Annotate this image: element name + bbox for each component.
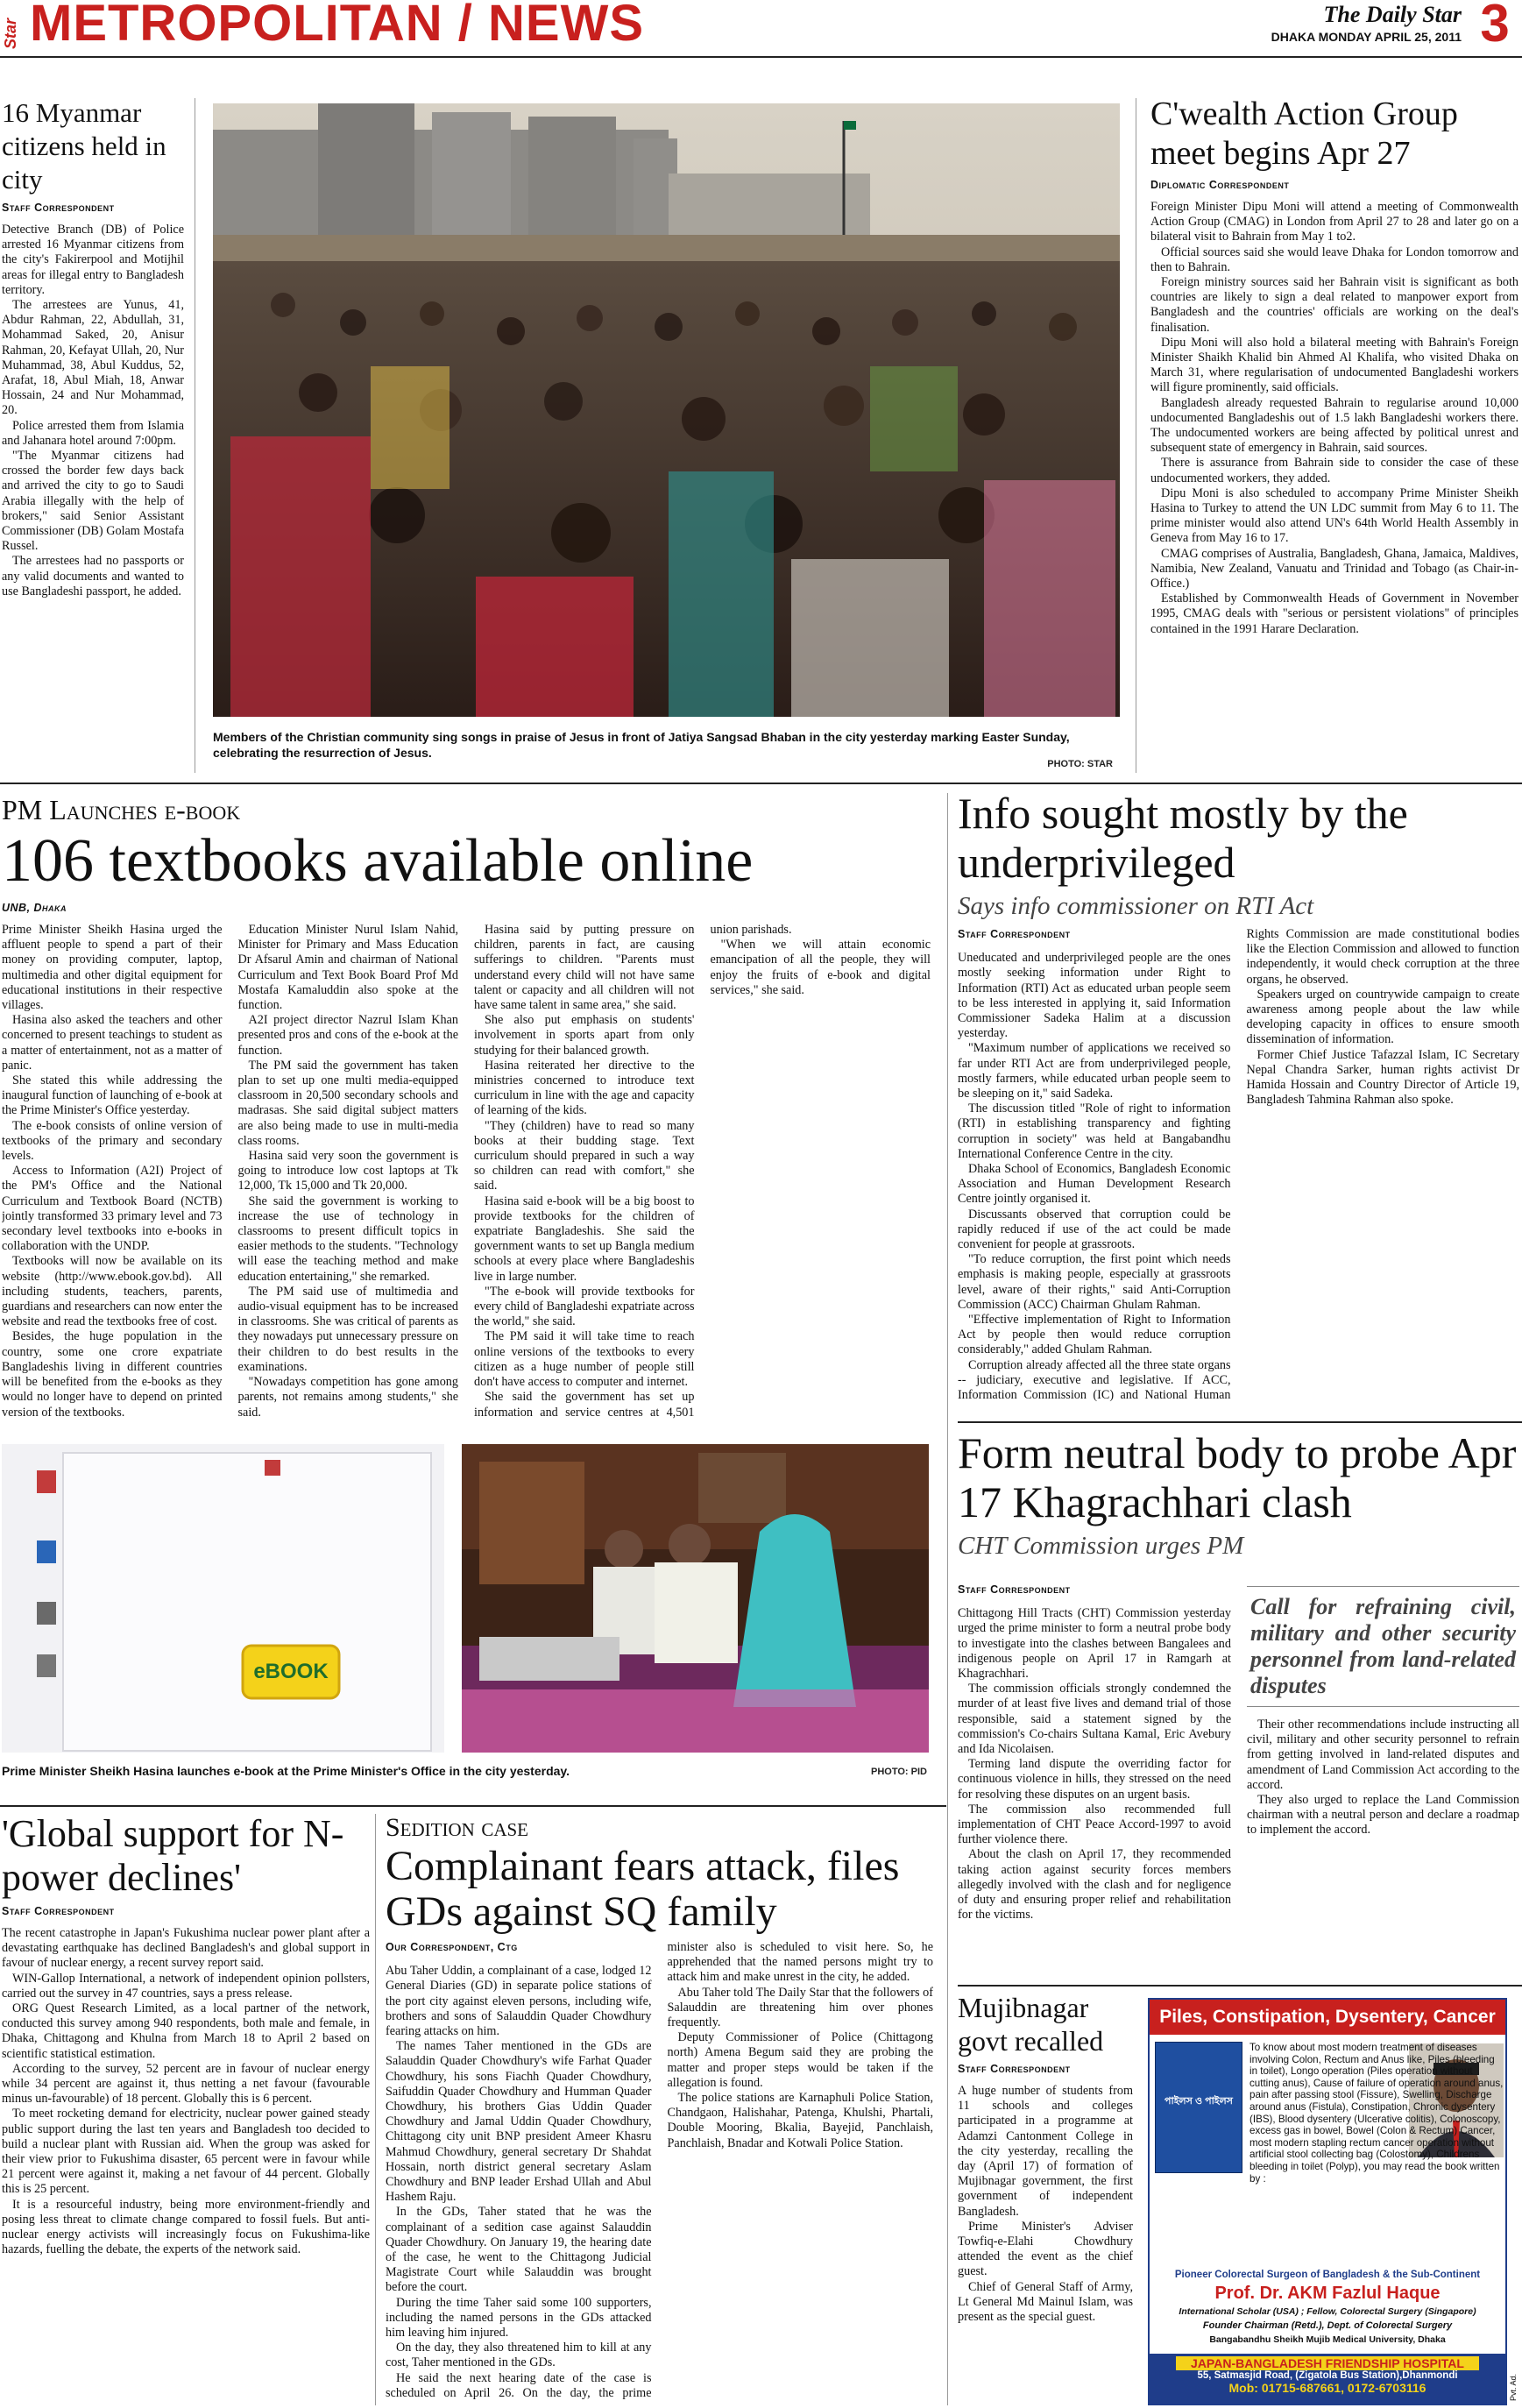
paragraph: Foreign ministry sources said her Bahrain visit is significant as both countries are likely to sign a deal related to manpower export from Bangladesh and the countries' officials are working on the deal's finalisation. [1150,275,1518,335]
story-body [1150,200,1518,637]
story-body [958,927,1519,1418]
photo-credit: PHOTO: STAR [1047,759,1113,769]
paragraph: She also put emphasis on students' involvement in sports apart from only studying for their balanced growth. [474,1013,695,1058]
caption-text: Prime Minister Sheikh Hasina launches e-book at the Prime Minister's Office in the city yesterday. [2,1764,570,1778]
paragraph: Hasina said by putting pressure on children, parents in fact, are causing sufferings to children. "Parents must understand every child will not have same talent or capacity and all children will not have same talent in same area," she said. [474,923,695,1013]
paragraph: The names Taher mentioned in the GDs are Salauddin Quader Chowdhury's wife Farhat Quader Chowdhury, his sons Fiachh Quader Chowdhury, Saifuddin Quader Chowdhury and Humman Quader Chowdhury, his brothers Gias Uddin Quader Chowdhury and Jamal Uddin Quader Chowdhury, Chittagong city unit BNP president Ameer Khasru Mahmud Chowdhury, general secretary Dr Shahdat Hossain, north district general secretary Aslam Chowdhury and BNP leader Ershad Ullah and Abul Hashem Raju. [386,2039,652,2205]
section-rule [958,1985,1522,1987]
headline: 'Global support for N-power declines' [2,1812,344,1899]
paragraph: Chittagong Hill Tracts (CHT) Commission yesterday urged the prime minister to form a neutral probe body to investigate into the clashes between Bangalees and indigenous people on April 17 in Ramgarh at Khagrachhari. [958,1606,1231,1682]
top-photo-caption [213,729,1120,773]
story-myanmar [2,96,184,780]
paragraph: The discussion titled "Role of right to information (RTI) in establishing transparency and fighting corruption in society" was held at Bangabandhu International Conference Centre in the city. [958,1101,1231,1161]
paragraph: "Maximum number of applications we received so far under RTI Act are from underprivileged people, mostly farmers, while educated urban people seem to be sleeping on it," said Sadeka. [958,1041,1231,1101]
paragraph: The PM said use of multimedia and audio-visual equipment has to be increased in classrooms. She was critical of parents as they nowadays put unnecessary pressure on their children to do best results in the examinations. [237,1284,458,1374]
byline: Staff Correspondent [2,1905,115,1917]
paragraph: The police stations are Karnaphuli Police Station, Chandgaon, Halishahar, Patenga, Khulshi, Phartali, Double Mooring, Bkalia, Bayejid, Panchlaish, Panchlaish, Bnadar and Kotwali Police Station. [667,2091,933,2150]
paragraph: Bangladesh already requested Bahrain to regularise around 10,000 undocumented Bangladeshis out of 1.5 lakh Bangladeshi workers there. The undocumented workers are being affected by political unrest and subsequent state of emergency in Bahrain, said sources. [1150,395,1518,456]
page-number: 3 [1480,0,1510,53]
paragraph: On the day, they also threatened him to kill at any cost, Taher mentioned in the GDs. [386,2341,652,2370]
story-mujibnagar [958,1991,1133,2408]
masthead [0,0,1522,54]
paragraph: Former Chief Justice Tafazzal Islam, IC Secretary Nepal Chandra Sarker, human rights activist Dr Hamida Hossain and Country Director of Article 19, Bangladesh Tahmina Rahman also spoke. [1246,1047,1519,1108]
paragraph: Access to Information (A2I) Project of the PM's Office and the National Curriculum and Textbook Board (NCTB) jointly transformed 33 primary level and 73 secondary level textbooks into e-books in collaboration with the UNDP. [2,1164,223,1254]
paragraph: Textbooks will now be available on its website (http://www.ebook.gov.bd). All including students, teachers, parents, guardians and researchers can now enter the website and read the textbooks free of cost. [2,1254,223,1329]
headline: 106 textbooks available online [2,827,754,895]
paragraph: She said the government is working to increase the use of technology in classrooms to present difficult topics in easier methods to the students. "Technology will ease the teaching method and make education entertaining," she remarked. [237,1193,458,1284]
paragraph: To meet rocketing demand for electricity, nuclear power gained steady public support during the last ten years and Bangladesh too decided to build a nuclear plant with Russian aid. When the group was asked for their view prior to Fukushima disaster, 65 percent were in favour while 21 percent were against it, making a net favour of 44 percent. Globally this is 25 percent. [2,2107,370,2197]
top-photo [213,103,1120,717]
paragraph: "When we will attain economic emancipation of all the people, they will enjoy the fruits of e-book and digital services," she said. [710,938,931,997]
paragraph: Their other recommendations include instructing all civil, military and other security personnel to refrain from getting involved in land-related disputes and amendment of Land Commission Act according to the accord. [1247,1717,1519,1792]
paragraph: Speakers urged on countrywide campaign to create awareness among people about the law while developing capacity in offices to ensure smooth dissemination of information. [1246,987,1519,1047]
story-ebook [2,793,931,1437]
byline: Staff Correspondent [958,2063,1071,2075]
ebook-photo-screen [2,1444,444,1753]
paragraph: The commission also recommended full implementation of CHT Peace Accord-1997 to avoid further violence there. [958,1802,1231,1847]
paragraph: Uneducated and underprivileged people are the ones mostly seeking information under Right to Information (RTI) Act as educated urban people seem to be less interested in applying it, said Information Commissioner Sadeka Halim at a discussion yesterday. [958,951,1231,1041]
section-rule [0,1805,946,1807]
paragraph: "The Myanmar citizens had crossed the border few days back and arrived the city to go to Saudi Arabia illegally with the help of brokers," said Senior Assistant Commissioner (DB) Golam Mostafa Russel. [2,449,184,554]
section-rule [0,783,1522,784]
paragraph: Hasina said e-book will be a big boost to provide textbooks for the children of expatriate Bangladeshis. She said the government wants to set up Bangla medium schools at every place where Bangladeshis live in large number. [474,1193,695,1284]
paragraph: She stated this while addressing the inaugural function of launching of e-book at the Prime Minister's Office yesterday. [2,1073,223,1118]
dateline: DHAKA MONDAY APRIL 25, 2011 [1271,30,1462,44]
advert-credential-2: Founder Chairman (Retd.), Dept. of Colorectal Surgery [1202,2320,1453,2331]
paragraph: He said the next hearing date of the case is scheduled on April 26. On the day, the prime minister also is scheduled to visit here. So, he apprehended that the named persons might try to attack him and make unrest in the city, he added. [386,1940,933,2400]
paragraph: About the clash on April 17, they recommended taking action against security forces members allegedly involved with the clash and for negligence of duty and ensuring proper relief and rehabilitation for the victims. [958,1847,1231,1923]
column-rule [947,793,948,2405]
byline: UNB, Dhaka [2,902,67,914]
paragraph: She said the government has set up information and service centres at 4,501 union parishads. [474,923,792,1420]
paragraph: The e-book consists of online version of textbooks of the primary and secondary levels. [2,1118,223,1164]
paragraph: "To reduce corruption, the first point which needs emphasis is making people, especially at grassroots level, aware of their rights," said Anti-Corruption Commission (ACC) Chairman Ghulam Rahman. [958,1252,1231,1312]
paragraph: Prime Minister Sheikh Hasina urged the affluent people to spend a part of their money on providing computer, laptop, multimedia and other digital equipment for educational institutions in their respective villages. [2,923,223,1013]
paragraph: Police arrested them from Islamia and Jahanara hotel around 7:00pm. [2,418,184,448]
paragraph: Hasina also asked the teachers and other concerned to present teachings to student as a matter of entertainment, not as a matter of panic. [2,1013,223,1073]
paragraph: Terming land dispute the overriding factor for continuous violence in hills, they stressed on the need for resolving these disputes on an urgent basis. [958,1757,1231,1802]
paragraph: They also urged to replace the Land Commission chairman with a neutral person and declare a roadmap to implement the accord. [1247,1793,1519,1838]
paragraph: Discussants observed that corruption could be rapidly reduced if use of the act could be made convenient for people at grassroots. [958,1207,1231,1252]
paragraph: Hasina reiterated her directive to the ministries concerned to introduce text curriculum in line with the age and capacity of learning of the kids. [474,1058,695,1118]
ebook-photo-pm [462,1444,929,1753]
paragraph: The recent catastrophe in Japan's Fukushima nuclear power plant after a devastating earthquake has declined Bangladesh's and global support in favour of nuclear energy, a recent survey report said. [2,1926,370,1971]
hospital-name: JAPAN-BANGLADESH FRIENDSHIP HOSPITAL [1176,2356,1479,2370]
advert-doctor: Prof. Dr. AKM Fazlul Haque [1214,2284,1441,2303]
logo-mark: Star [2,18,19,49]
headline: Mujibnagar govt recalled [958,1992,1104,2057]
paragraph: The commission officials strongly condemned the murder of at least five lives and demand trial of those responsible, said a statement signed by the commission's Co-chairs Sultana Kamal, Eric Avebury and Ida Nicolaisen. [958,1682,1231,1757]
paragraph: Chief of General Staff of Army, Lt General Md Mainul Islam, was present as the special guest. [958,2279,1133,2325]
headline: 16 Myanmar citizens held in city [2,97,166,195]
story-body [2,1926,370,2257]
paragraph: Detective Branch (DB) of Police arrested 16 Myanmar citizens from the city's Fakirerpool and Motijhil areas for illegal entry to Bangladesh territory. [2,223,184,297]
byline: Staff Correspondent [2,202,115,214]
advert-intro: To know about most modern treatment of diseases involving Colon, Rectum and Anus like, Piles (bleeding in toilet), Longo operation (Piles operation without cutting anus), Cause of failure of operation around anus, pain after passing stool (Fissure), Swelling, Discharge around anus (Fistula), Constipation, Chronic dysentery (IBS), Blood dysentery (Ulcerative colitis), Colonoscopy, excess gas in bowel, Bowel (Colon & Rectum) Cancer, most modern stapling rectum cancer operation without artificial stool collecting bag (Colostomy), Childrens bleeding in toilet (Polyp), you may read the book written by : [1249,2042,1504,2185]
paragraph: Hasina said very soon the government is going to introduce low cost laptops at Tk 12,000, Tk 15,000 and Tk 20,000. [237,1149,458,1193]
byline: Our Correspondent, Ctg [386,1941,518,1953]
paragraph: Established by Commonwealth Heads of Government in November 1995, CMAG deals with "serious or persistent violations" of principles contained in the 1991 Harare Declaration. [1150,591,1518,636]
headline: Complainant fears attack, files GDs against SQ family [386,1843,900,1935]
kicker: Sedition case [386,1813,529,1842]
advert-credential-1: International Scholar (USA) ; Fellow, Colorectal Surgery (Singapore) [1179,2306,1476,2317]
advert-box [1148,1998,1507,2405]
paragraph: Abu Taher told The Daily Star that the followers of Salauddin are threatening him over phones frequently. [667,1985,933,2030]
paragraph: It is a resourceful industry, being more environment-friendly and posing less threat to climate change compared to fossil fuels. But anti-nuclear energy activists will increasingly focus on Fukushima-like hazards, fuelling the debate, the experts of the network said. [2,2197,370,2257]
advert-credential-3: Bangabandhu Sheikh Mujib Medical University, Dhaka [1209,2334,1446,2345]
caption-text: Members of the Christian community sing songs in praise of Jesus in front of Jatiya Sangsad Bhaban in the city yesterday marking Easter Sunday, celebrating the resurrection of Jesus. [213,730,1070,760]
paper-name: The Daily Star [1323,2,1462,27]
subhead: CHT Commission urges PM [958,1532,1244,1560]
paragraph: During the time Taher said some 100 supporters, including the named persons in the GDs attacked him leaving him injured. [386,2295,652,2341]
column-rule [375,1814,376,2405]
paragraph: Dipu Moni is also scheduled to accompany Prime Minister Sheikh Hasina to Turkey to attend the UN LDC summit from May 6 to 11. The prime minister would also attend UN's 64th World Health Assembly in Geneva from May 16 to 17. [1150,485,1518,546]
paragraph: Besides, the huge population in the country, some one crore expatriate Bangladeshis living in different countries will be benefited from the e-books as they would no longer have to depend on printed version of the textbooks. [2,1329,223,1420]
paragraph: Dhaka School of Economics, Bangladesh Economic Association and Human Development Research Centre jointly organised it. [958,1162,1231,1207]
advert-title: Piles, Constipation, Dysentery, Cancer [1150,2000,1505,2035]
story-body [2,923,931,1431]
byline: Staff Correspondent [958,1583,1071,1596]
headline: Info sought mostly by the underprivileged [958,789,1408,887]
pullquote: Call for refraining civil, military and other security personnel from land-related disputes [1247,1586,1519,1707]
paragraph: "The e-book will provide textbooks for every child of Bangladeshi expatriate across the world," she said. [474,1284,695,1329]
hospital-address: 55, Satmasjid Road, (Zigatola Bus Station),Dhanmondi [1197,2370,1458,2381]
paragraph: ORG Quest Research Limited, as a local partner of the network, conducted this survey among 940 respondents, both male and female, in Dhaka, Chittagong and Khulna from March 18 to April 2 based on scientific statistical estimation. [2,2001,370,2061]
headline: Form neutral body to probe Apr 17 Khagrachhari clash [958,1428,1517,1526]
story-cwealth [1150,95,1518,778]
paragraph: Official sources said she would leave Dhaka for London tomorrow and then to Bahrain. [1150,244,1518,274]
paragraph: Abu Taher Uddin, a complainant of a case, lodged 12 General Diaries (GD) in separate police stations of the port city against eleven persons, including wife, brothers and sons of Salauddin Quader Chowdhury fearing attacks on him. [386,1964,652,2039]
paragraph: A huge number of students from 11 schools and colleges participated in a programme at Adamzi Cantonment College in the city yesterday, recalling the day (April 17) of formation of Mujibnagar government, the first government of independent Bangladesh. [958,2084,1133,2219]
advert-society: Pioneer Colorectal Surgeon of Bangladesh & the Sub-Continent [1174,2270,1481,2280]
byline: Diplomatic Correspondent [1150,179,1290,191]
paragraph: There is assurance from Bahrain side to consider the case of these undocumented workers, they added. [1150,456,1518,485]
story-body-right [1247,1583,1519,1980]
kicker: PM Launches e-book [2,794,241,825]
ebook-logo: eBOOK [253,1660,329,1683]
ebook-screen-illustration [2,1444,444,1753]
paragraph: In the GDs, Taher stated that he was the complainant of a sedition case against Salauddin Quader Chowdhury. On January 19, the hearing date of the case, he went to the Chittagong Judicial Magistrate Court while Salauddin was brought before the court. [386,2205,652,2295]
ebook-photo-caption [2,1763,929,1786]
byline: Staff Correspondent [958,928,1071,940]
pm-launch-photo [462,1444,929,1753]
paragraph: The arrestees are Yunus, 41, Abdur Rahman, 22, Abdullah, 31, Mohammad Saked, 20, Anisur Rahman, 20, Kefayat Ullah, 20, Nur Muhammad, 38, Abul Kuddus, 52, Arafat, 18, Abul Miah, 18, Anwar Hossain, 24 and Nur Mohammad, 20. [2,298,184,418]
paragraph: The PM said the government has taken plan to set up one multi media-equipped classroom in 20,500 secondary schools and madrasas. She said digital subject matters are also being made to use in multi-media class rooms. [237,1058,458,1148]
section-rule [958,1421,1522,1423]
paragraph: Education Minister Nurul Islam Nahid, Minister for Primary and Mass Education Dr Afsarul Amin and chairman of National Curriculum and Text Book Board Prof Md Mostafa Kamaluddin also spoke at the function. [237,923,458,1013]
paragraph: The PM said it will take time to reach online versions of the textbooks to every citizen as a huge number of people still don't have access to computer and internet. [474,1329,695,1390]
story-sedition [386,1812,933,2408]
paragraph: Prime Minister's Adviser Towfiq-e-Elahi Chowdhury attended the event as the chief guest. [958,2219,1133,2279]
story-body [958,2084,1133,2325]
story-body-left [958,1583,1231,1980]
advert-side-tag: Pvt. Ad. [1509,2373,1518,2401]
story-body [386,1940,933,2403]
story-npower [2,1812,370,2408]
story-cht [958,1428,1519,1980]
easter-crowd-photo [213,103,1120,717]
paragraph: According to the survey, 52 percent are in favour of nuclear energy while 34 percent are against it, thus netting a net favour (favourable minus un-favourable) of 18 percent. Globally this is 6 percent. [2,2061,370,2107]
paragraph: CMAG comprises of Australia, Bangladesh, Ghana, Jamaica, Maldives, Namibia, New Zealand, Vanuatu and Trinidad and Tobago (as Chair-in-Office.) [1150,546,1518,591]
paragraph: Foreign Minister Dipu Moni will attend a meeting of Commonwealth Action Group (CMAG) in London from April 27 to 28 and later go on a bilateral visit to Bahrain from May 1 to2. [1150,200,1518,244]
paragraph: A2I project director Nazrul Islam Khan presented pros and cons of the e-book at the function. [237,1013,458,1058]
paragraph: WIN-Gallop International, a network of independent opinion pollsters, carried out the survey in 47 countries, says a press release. [2,1971,370,2001]
paragraph: "Effective implementation of Right to Information Act by people then would reduce corruption considerably," added Ghulam Rahman. [958,1313,1231,1357]
paragraph: The arrestees had no passports or any valid documents and wanted to use Bangladeshi passport, he added. [2,554,184,598]
paragraph: Corruption already affected all the three state organs -- judiciary, executive and legislative. If ACC, Information Commission (IC) and National Human Rights Commission are made constitutional bodies like the Election Commission and allowed to function independently, it would check corruption at the three organs, he observed. [958,927,1519,1403]
subhead: Says info commissioner on RTI Act [958,892,1314,920]
paragraph: Dipu Moni will also hold a bilateral meeting with Bahrain's Foreign Minister Shaikh Khalid bin Ahmed Al Khalifa, who visited Dhaka on March 31, where regularisation of undocumented Bangladeshi workers will figure prominently, said officials. [1150,335,1518,395]
paragraph: "They (children) have to read so many books at their budding stage. Text curriculum should prepared in such a way so children can read with comfort," she said. [474,1118,695,1193]
paragraph: Deputy Commissioner of Police (Chittagong north) Amena Begum said they are probing the matter and proper steps would be taken if the allegation is found. [667,2030,933,2090]
hospital-mobile: Mob: 01715-687661, 0172-6703116 [1228,2381,1426,2395]
section-title: METROPOLITAN / NEWS [30,0,645,52]
story-info [958,789,1519,1420]
advert-hospital [1150,2354,1505,2404]
story-body [2,223,184,599]
masthead-rule [0,56,1522,58]
book-label: পাইলস ও পাইলস [1165,2096,1233,2107]
photo-credit: PHOTO: PID [871,1767,927,1777]
headline: C'wealth Action Group meet begins Apr 27 [1150,96,1458,172]
paragraph: "Nowadays competition has gone among parents, not remains among students," she said. [237,1375,458,1420]
